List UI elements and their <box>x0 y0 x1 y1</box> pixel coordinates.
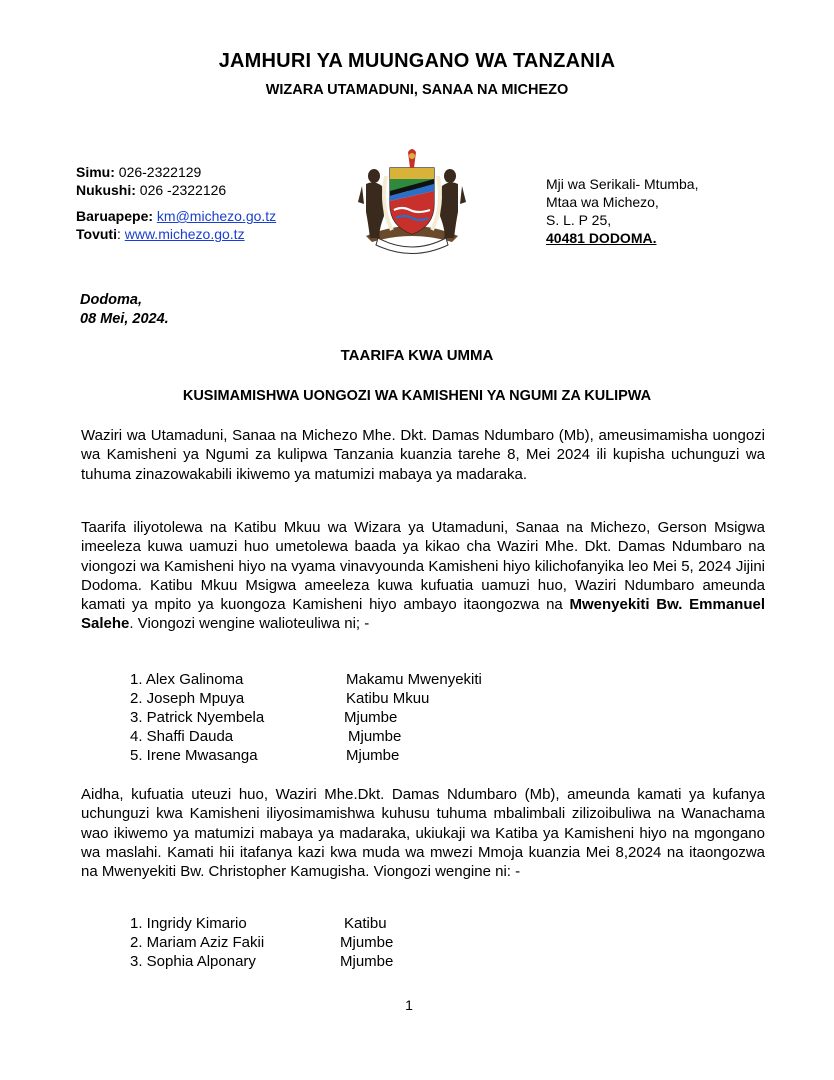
paragraph-2-after: . Viongozi wengine walioteuliwa ni; - <box>129 615 370 633</box>
paragraph-3: Aidha, kufuatia uteuzi huo, Waziri Mhe.Dkt. Damas Ndumbaro (Mb), ameunda kamati ya kufanya uchunguzi kwa Kamisheni iliyosimamishwa kuhusu tuhuma mbalimbali zilizoibuliwa na Wanachama wao ikiwemo ya matumizi mabaya ya madaraka, ukiukaji wa Katiba ya Kamisheni hiyo na mgongano wa maslahi. Kamati hii itafanya kazi kwa muda wa mwezi Mmoja kuanzia Mei 8,2024 na itaongozwa na Mwenyekiti Bw. Christopher Kamugisha. Viongozi wengine ni: - <box>81 786 765 881</box>
paragraph-2-text: Taarifa iliyotolewa na Katibu Mkuu wa Wizara ya Utamaduni, Sanaa na Michezo, Gerson Msigwa imeeleza kuwa uamuzi huo umetolewa baada ya kikao cha Waziri Mhe. Dkt. Damas Ndumbaro na viongozi wa Kamisheni hiyo na vyama vinavyounda Kamisheni hiyo kilichofanyika leo Mei 5, 2024 Jijini Dodoma. Katibu Mkuu Msigwa ameeleza kuwa kufuatia uamuzi huo, Waziri Ndumbaro ameunda kamati ya mpito ya kuongoza Kamisheni hiyo ambayo itaongozwa na <box>81 519 765 614</box>
list-item <box>130 746 400 765</box>
email-link[interactable]: km@michezo.go.tz <box>156 208 277 224</box>
member-role: Mjumbe <box>340 934 394 951</box>
paragraph-1: Waziri wa Utamaduni, Sanaa na Michezo Mhe. Dkt. Damas Ndumbaro (Mb), ameusimamisha uongozi wa Kamisheni ya Ngumi za kulipwa Tanzania kuanzia tarehe 8, Mei 2024 ili kupisha uchunguzi wa tuhuma zinazowakabili ikiwemo ya matumizi mabaya ya madaraka. <box>81 427 765 483</box>
member-role: Makamu Mwenyekiti <box>346 671 482 688</box>
place-date <box>80 291 169 329</box>
phone-label: Simu: <box>76 164 115 180</box>
list-item <box>130 933 394 952</box>
place-city: Dodoma, <box>80 292 143 308</box>
member-name: 2. Joseph Mpuya <box>130 690 245 707</box>
list-item <box>130 914 387 933</box>
list-item <box>130 689 430 708</box>
website-line: Tovuti: www.michezo.go.tz <box>76 226 245 242</box>
paragraph-2 <box>81 518 765 634</box>
member-name: 1. Alex Galinoma <box>130 671 244 688</box>
document-title: JAMHURI YA MUUNGANO WA TANZANIA <box>218 50 616 72</box>
member-name: 3. Sophia Alponary <box>130 953 256 970</box>
fax-value: 026 -2322126 <box>139 182 227 198</box>
list-item <box>130 952 394 971</box>
list-item <box>130 727 402 746</box>
email-label: Baruapepe: <box>76 208 154 224</box>
list-item <box>130 670 482 689</box>
member-name: 1. Ingridy Kimario <box>130 915 247 932</box>
place-date-value: 08 Mei, 2024. <box>80 311 169 327</box>
member-role: Mjumbe <box>344 709 398 726</box>
address-line-1: Mji wa Serikali- Mtumba, <box>546 176 699 192</box>
address-block <box>546 175 698 247</box>
address-line-3: S. L. P 25, <box>546 212 612 228</box>
fax-line <box>76 181 276 199</box>
member-role: Mjumbe <box>346 747 400 764</box>
website-label: Tovuti <box>76 226 117 242</box>
coat-of-arms-icon <box>352 146 472 254</box>
investigation-committee-list <box>130 914 394 971</box>
address-line-2: Mtaa wa Michezo, <box>546 194 659 210</box>
notice-title: TAARIFA KWA UMMA <box>340 347 494 364</box>
member-role: Katibu Mkuu <box>346 690 430 707</box>
paragraph-2-bold: Mwenyekiti Bw. Emmanuel Salehe <box>81 596 765 633</box>
list-item <box>130 708 398 727</box>
fax-label: Nukushi: <box>76 182 136 198</box>
member-name: 4. Shaffi Dauda <box>130 728 234 745</box>
ministry-name: WIZARA UTAMADUNI, SANAA NA MICHEZO <box>265 82 569 98</box>
member-name: 5. Irene Mwasanga <box>130 747 258 764</box>
member-role: Katibu <box>344 915 387 932</box>
member-role: Mjumbe <box>348 728 402 745</box>
phone-line <box>76 163 276 181</box>
member-role: Mjumbe <box>340 953 394 970</box>
interim-committee-list <box>130 670 482 765</box>
email-line <box>76 207 276 225</box>
website-link[interactable]: www.michezo.go.tz <box>124 226 245 242</box>
member-name: 2. Mariam Aziz Fakii <box>130 934 265 951</box>
notice-subject: KUSIMAMISHWA UONGOZI WA KAMISHENI YA NGUMI ZA KULIPWA <box>182 388 652 404</box>
page-number: 1 <box>405 997 413 1013</box>
member-name: 3. Patrick Nyembela <box>130 709 265 726</box>
address-line-4: 40481 DODOMA. <box>546 230 657 246</box>
contact-block <box>76 163 276 243</box>
phone-value: 026-2322129 <box>118 164 202 180</box>
